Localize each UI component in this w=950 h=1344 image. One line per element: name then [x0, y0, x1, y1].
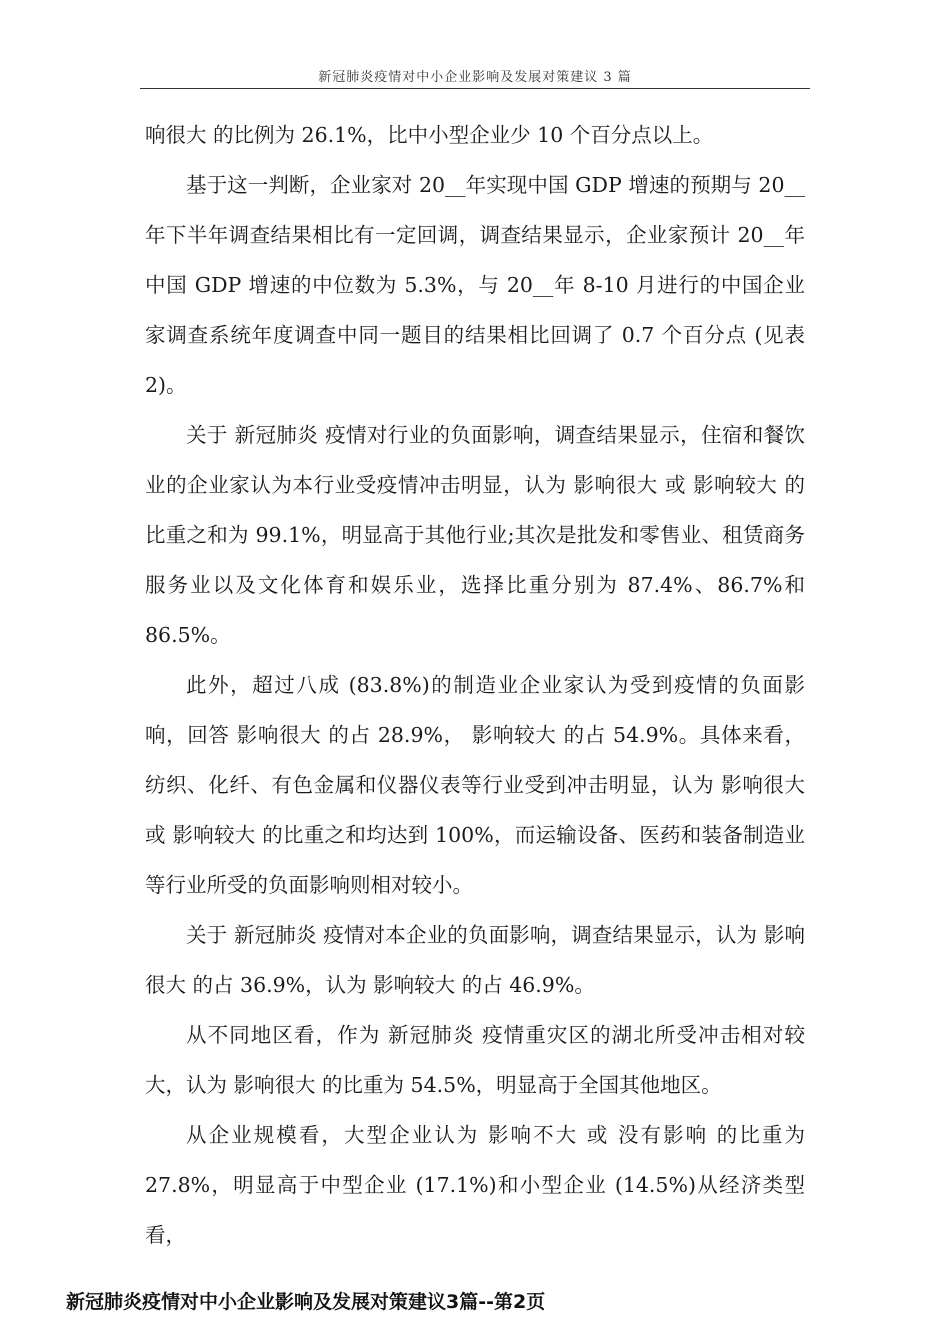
running-header: 新冠肺炎疫情对中小企业影响及发展对策建议 3 篇 [318, 70, 632, 85]
paragraph-gdp-forecast: 基于这一判断，企业家对 20__年实现中国 GDP 增速的预期与 20__年下半年调查结果相比有一定回调，调查结果显示，企业家预计 20__年中国 GDP 增速的中位数为 5.3%，与 20__年 8-10 月进行的中国企业家调查系统年度调查中同一题目的结果相比回调了 0.7 个百分点 (见表 2)。 [145, 173, 805, 397]
header-divider [140, 88, 810, 89]
paragraph-manufacturing-impact: 此外，超过八成 (83.8%)的制造业企业家认为受到疫情的负面影响，回答 影响很大 的占 28.9%， 影响较大 的占 54.9%。具体来看，纺织、化纤、有色金属和仪器仪表等行业受到冲击明显，认为 影响很大 或 影响较大 的比重之和均达到 100%，而运输设备、医药和装备制造业等行业所受的负面影响则相对较小。 [145, 673, 805, 897]
page-footer: 新冠肺炎疫情对中小企业影响及发展对策建议3篇--第2页 [66, 1291, 546, 1313]
paragraph-industry-impact: 关于 新冠肺炎 疫情对行业的负面影响，调查结果显示，住宿和餐饮业的企业家认为本行业受疫情冲击明显，认为 影响很大 或 影响较大 的比重之和为 99.1%，明显高于其他行业;其次是批发和零售业、租赁商务服务业以及文化体育和娱乐业，选择比重分别为 87.4%、86.7%和 86.5%。 [145, 423, 805, 647]
paragraph-regional-impact: 从不同地区看，作为 新冠肺炎 疫情重灾区的湖北所受冲击相对较大，认为 影响很大 的比重为 54.5%，明显高于全国其他地区。 [145, 1023, 805, 1097]
paragraph-continuation: 响很大 的比例为 26.1%，比中小型企业少 10 个百分点以上。 [145, 123, 714, 147]
paragraph-enterprise-impact: 关于 新冠肺炎 疫情对本企业的负面影响，调查结果显示，认为 影响很大 的占 36.9%，认为 影响较大 的占 46.9%。 [145, 923, 805, 997]
document-body [145, 110, 805, 1260]
paragraph-scale-impact: 从企业规模看，大型企业认为 影响不大 或 没有影响 的比重为 27.8%，明显高于中型企业 (17.1%)和小型企业 (14.5%)从经济类型看， [145, 1123, 805, 1247]
